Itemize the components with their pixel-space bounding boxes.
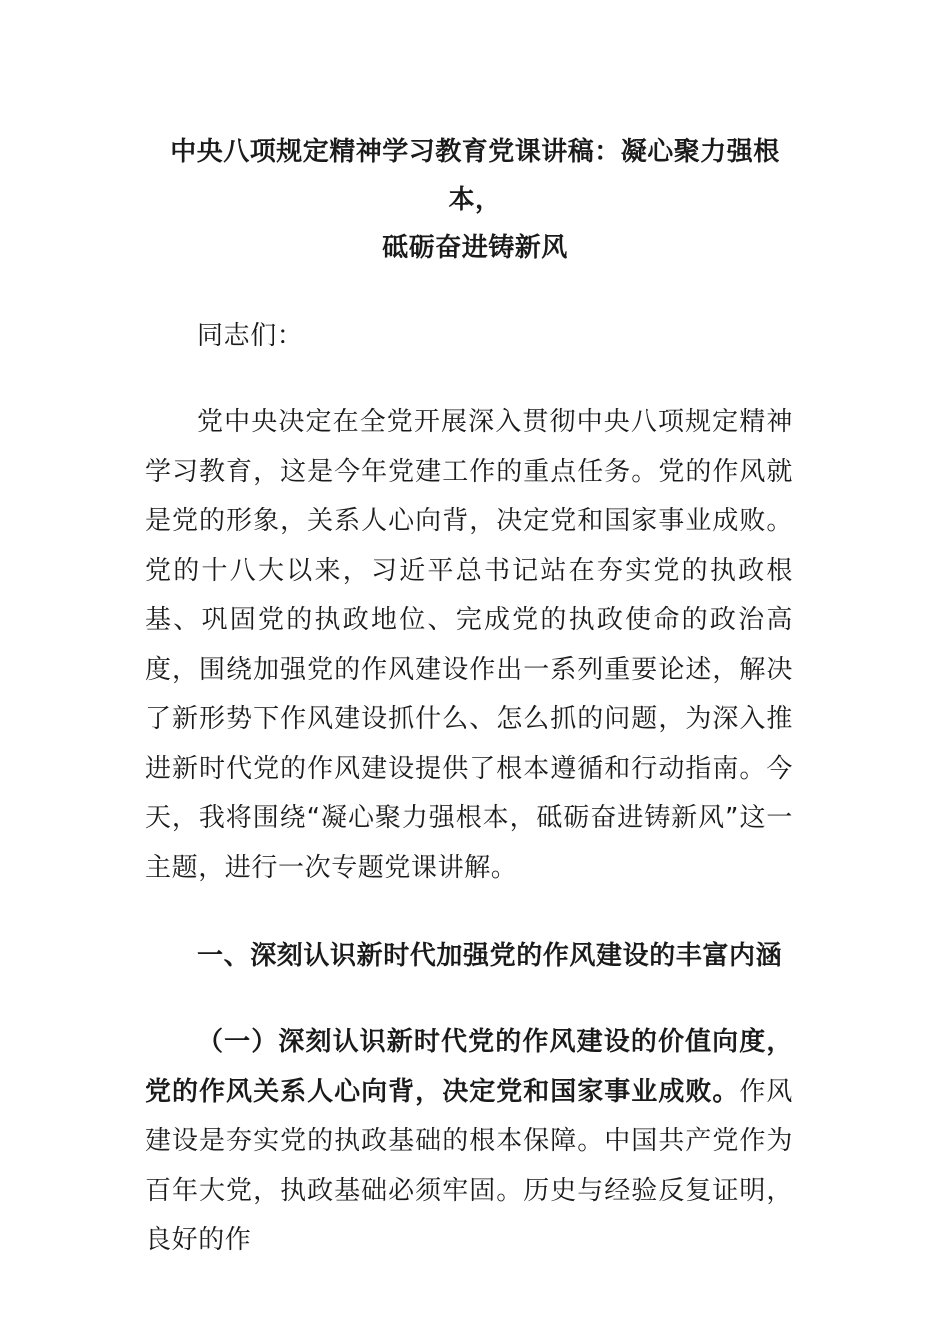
subsection-paragraph-1	[145, 1018, 793, 1266]
intro-paragraph: 党中央决定在全党开展深入贯彻中央八项规定精神学习教育，这是今年党建工作的重点任务。党的作风就是党的形象，关系人心向背，决定党和国家事业成败。党的十八大以来，习近平总书记站在夯实党的执政根基、巩固党的执政地位、完成党的执政使命的政治高度，围绕加强党的作风建设作出一系列重要论述，解决了新形势下作风建设抓什么、怎么抓的问题，为深入推进新时代党的作风建设提供了根本遵循和行动指南。今天，我将围绕“凝心聚力强根本，砥砺奋进铸新风”这一主题，进行一次专题党课讲解。	[145, 407, 793, 883]
title-line-2: 砥砺奋进铸新风	[382, 233, 568, 263]
title-line-1: 中央八项规定精神学习教育党课讲稿：凝心聚力强根本，	[170, 137, 780, 215]
salutation: 同志们：	[197, 321, 304, 351]
subsection-body-1: 作风建设是夯实党的执政基础的根本保障。中国共产党作为百年大党，执政基础必须牢固。历史与经验反复证明，良好的作	[145, 1076, 794, 1255]
document-title	[145, 128, 805, 272]
subsection-heading-1: （一）深刻认识新时代党的作风建设的价值向度，党的作风关系人心向背，决定党和国家事业成败。	[145, 1027, 793, 1107]
section-heading-1: 一、深刻认识新时代加强党的作风建设的丰富内涵	[197, 941, 783, 971]
